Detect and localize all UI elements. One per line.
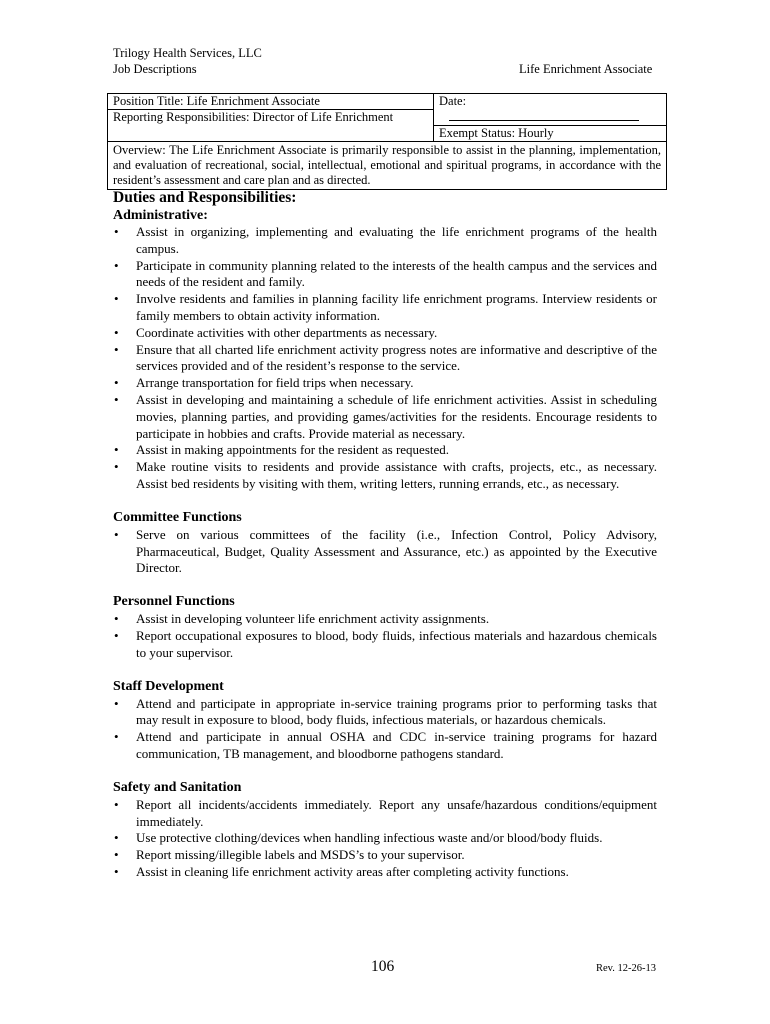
exempt-status: Exempt Status: Hourly: [439, 126, 554, 140]
section-heading: Staff Development: [113, 678, 224, 694]
date-row: [434, 94, 666, 126]
list-item: • Coordinate activities with other departments as necessary.: [114, 324, 438, 340]
list-item: • Report missing/illegible labels and MSDS’s to your supervisor.: [114, 847, 465, 863]
bullet-icon: •: [114, 459, 119, 475]
list-item: • Involve residents and families in planning facility life enrichment programs. Interview residents or family members to obtain activity information.: [114, 291, 657, 323]
date-blank-line: [449, 109, 639, 121]
bullet-icon: •: [114, 627, 119, 643]
list-item: • Participate in community planning related to the interests of the health campus and the services and needs of the resident and family.: [114, 257, 657, 290]
list-item: • Assist in cleaning life enrichment activity areas after completing activity functions.: [114, 863, 569, 879]
reporting-responsibilities: Reporting Responsibilities: Director of Life Enrichment: [113, 110, 394, 124]
list-item: • Assist in developing and maintaining a schedule of life enrichment activities. Assist in scheduling movies, planning parties, and providing games/activities for the residents. Encourage residents to participate in hobbies and crafts. Provide material as necessary.: [114, 391, 657, 441]
section-heading: Personnel Functions: [113, 594, 235, 610]
section-list: [113, 696, 657, 763]
position-info-table: [107, 93, 667, 190]
section-list: [113, 527, 657, 577]
bullet-icon: •: [114, 257, 119, 273]
list-item: • Report occupational exposures to blood, body fluids, infectious materials and hazardous chemicals to your supervisor.: [114, 627, 657, 660]
bullet-icon: •: [114, 796, 119, 812]
company-name: Trilogy Health Services, LLC: [113, 46, 262, 60]
list-item: • Serve on various committees of the facility (i.e., Infection Control, Policy Advisory, Pharmaceutical, Budget, Quality Assessment and Assurance, etc.) as appointed by the Executive Director.: [114, 526, 657, 576]
administrative-heading: Administrative:: [113, 208, 208, 223]
bullet-icon: •: [114, 611, 119, 627]
doc-type: Job Descriptions: [113, 62, 197, 76]
position-title: Position Title: Life Enrichment Associate: [108, 94, 433, 110]
list-item: • Assist in organizing, implementing and evaluating the life enrichment programs of the health campus.: [114, 224, 657, 256]
section-committee-functions: [113, 509, 657, 577]
section-heading: Safety and Sanitation: [113, 779, 242, 795]
date-label: Date:: [439, 94, 467, 108]
list-item: • Assist in developing volunteer life enrichment activity assignments.: [114, 611, 490, 627]
bullet-icon: •: [114, 830, 119, 846]
bullet-icon: •: [114, 224, 119, 239]
list-item: • Make routine visits to residents and provide assistance with crafts, projects, etc., as necessary. Assist bed residents by visiting with them, writing letters, running errands, etc., as necessary.: [114, 459, 657, 491]
bullet-icon: •: [114, 375, 119, 391]
bullet-icon: •: [114, 391, 119, 407]
list-item: • Attend and participate in annual OSHA and CDC in-service training programs for hazard communication, TB management, and bloodborne pathogens standard.: [114, 729, 657, 761]
section-safety-sanitation: [113, 779, 657, 881]
bullet-icon: •: [114, 526, 119, 542]
duties-heading: Duties and Responsibilities:: [113, 189, 297, 206]
header-position: Life Enrichment Associate: [519, 62, 653, 76]
header-left: [113, 45, 262, 77]
bullet-icon: •: [114, 442, 119, 458]
list-item: • Report all incidents/accidents immediately. Report any unsafe/hazardous conditions/equipment immediately.: [114, 796, 657, 829]
section-personnel-functions: [113, 593, 657, 661]
overview: Overview: The Life Enrichment Associate is primarily responsible to assist in the planning, implementation, and evaluation of recreational, social, intellectual, emotional and spiritual programs, in accordance with the resident’s assessment and care plan and as directed.: [108, 142, 667, 190]
page-number: 106: [371, 958, 395, 975]
document-body: [113, 189, 657, 881]
position-cell: [108, 94, 434, 142]
section-list: [113, 611, 657, 661]
list-item: • Assist in making appointments for the resident as requested.: [114, 442, 450, 458]
bullet-icon: •: [114, 729, 119, 745]
section-list: [113, 797, 657, 881]
list-item: • Arrange transportation for field trips when necessary.: [114, 375, 414, 391]
bullet-icon: •: [114, 324, 119, 340]
section-staff-development: [113, 678, 657, 763]
date-status-cell: [434, 94, 667, 142]
list-item: • Attend and participate in appropriate in-service training programs prior to performing tasks that may result in exposure to blood, body fluids, infectious materials, or hazardous chemicals.: [114, 695, 657, 728]
bullet-icon: •: [114, 847, 119, 863]
bullet-icon: •: [114, 341, 119, 357]
bullet-icon: •: [114, 695, 119, 711]
bullet-icon: •: [114, 291, 119, 307]
revision-date: Rev. 12-26-13: [596, 963, 656, 974]
list-item: • Use protective clothing/devices when handling infectious waste and/or blood/body fluids.: [114, 830, 603, 846]
bullet-icon: •: [114, 863, 119, 879]
section-heading: Committee Functions: [113, 509, 242, 525]
list-item: • Ensure that all charted life enrichment activity progress notes are informative and descriptive of the services provided and of the resident’s response to the service.: [114, 341, 657, 374]
administrative-list: [113, 224, 657, 493]
